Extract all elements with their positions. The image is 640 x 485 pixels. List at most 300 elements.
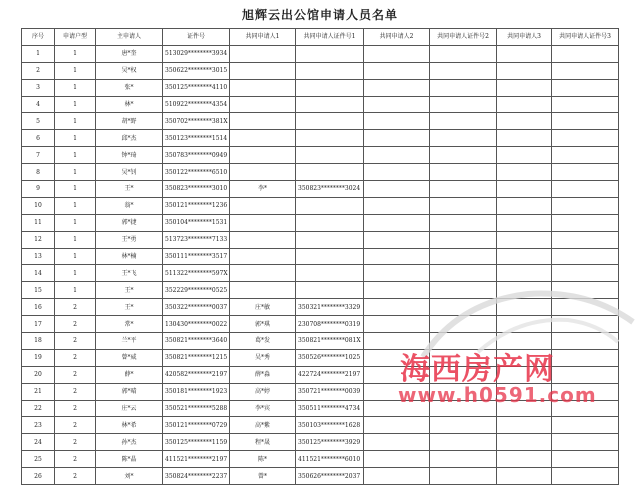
cell-co2-id [430, 248, 497, 265]
cell-co2-id [430, 299, 497, 316]
cell-co3 [497, 79, 552, 96]
cell-id: 130430********0022 [163, 316, 230, 333]
cell-type: 1 [55, 96, 96, 113]
cell-co3 [497, 62, 552, 79]
cell-co3-id [552, 468, 619, 485]
cell-co1 [230, 231, 296, 248]
cell-type: 1 [55, 231, 96, 248]
cell-co3 [497, 214, 552, 231]
cell-type: 1 [55, 265, 96, 282]
cell-id: 411521********2197 [163, 451, 230, 468]
cell-co3-id [552, 231, 619, 248]
cell-co1 [230, 130, 296, 147]
cell-co1-id: 350511********4734 [296, 400, 364, 417]
cell-type: 1 [55, 79, 96, 96]
cell-co2 [364, 248, 430, 265]
cell-co3 [497, 333, 552, 350]
cell-co1-id [296, 265, 364, 282]
cell-co1: 薛*淼 [230, 366, 296, 383]
cell-id: 350521********5288 [163, 400, 230, 417]
applicant-table [21, 28, 619, 485]
table-row [22, 333, 619, 350]
cell-name: 薛* [96, 366, 163, 383]
table-row [22, 434, 619, 451]
cell-type: 1 [55, 45, 96, 62]
cell-co1-id: 350821********081X [296, 333, 364, 350]
cell-co2-id [430, 113, 497, 130]
cell-id: 350622********3015 [163, 62, 230, 79]
cell-type: 1 [55, 248, 96, 265]
cell-id: 350125********1159 [163, 434, 230, 451]
cell-co2-id [430, 45, 497, 62]
cell-co3 [497, 164, 552, 181]
cell-co3 [497, 366, 552, 383]
table-row [22, 181, 619, 198]
cell-no: 11 [22, 214, 55, 231]
cell-type: 2 [55, 451, 96, 468]
cell-co1-id [296, 231, 364, 248]
cell-co3 [497, 130, 552, 147]
cell-co2-id [430, 451, 497, 468]
cell-co2 [364, 383, 430, 400]
table-row [22, 231, 619, 248]
cell-co2-id [430, 468, 497, 485]
cell-name: 王*飞 [96, 265, 163, 282]
cell-co3-id [552, 130, 619, 147]
cell-name: 郭*捷 [96, 214, 163, 231]
cell-id: 513723********7133 [163, 231, 230, 248]
cell-id: 420582********2197 [163, 366, 230, 383]
cell-no: 23 [22, 417, 55, 434]
cell-name: 常* [96, 316, 163, 333]
cell-type: 2 [55, 468, 96, 485]
table-row [22, 400, 619, 417]
table-row [22, 383, 619, 400]
cell-name: 吴*权 [96, 62, 163, 79]
cell-co2 [364, 96, 430, 113]
header-co3-id: 共同申请人证件号3 [552, 29, 619, 46]
cell-co1: 高*婷 [230, 383, 296, 400]
cell-name: 王*勇 [96, 231, 163, 248]
cell-co1 [230, 45, 296, 62]
watermark-text: 海西房产网 [400, 352, 555, 387]
cell-co1-id: 350125********3929 [296, 434, 364, 451]
cell-no: 16 [22, 299, 55, 316]
table-row [22, 214, 619, 231]
cell-co1: 郭*琪 [230, 316, 296, 333]
cell-id: 350322********0037 [163, 299, 230, 316]
cell-name: 胡*野 [96, 113, 163, 130]
cell-id: 350125********4110 [163, 79, 230, 96]
table-row [22, 366, 619, 383]
cell-co1-id [296, 147, 364, 164]
cell-co1-id: 350526********1025 [296, 349, 364, 366]
cell-co2-id [430, 164, 497, 181]
cell-co3 [497, 451, 552, 468]
cell-type: 2 [55, 366, 96, 383]
cell-co2 [364, 113, 430, 130]
cell-co2-id [430, 96, 497, 113]
cell-co1 [230, 113, 296, 130]
table-row [22, 316, 619, 333]
cell-co2 [364, 366, 430, 383]
cell-co1: 李* [230, 181, 296, 198]
cell-type: 1 [55, 282, 96, 299]
cell-co2-id [430, 231, 497, 248]
cell-co2 [364, 79, 430, 96]
cell-id: 350823********3010 [163, 181, 230, 198]
cell-id: 350123********1514 [163, 130, 230, 147]
cell-co3-id [552, 417, 619, 434]
table-row [22, 62, 619, 79]
cell-co2-id [430, 265, 497, 282]
cell-id: 350121********0729 [163, 417, 230, 434]
cell-no: 6 [22, 130, 55, 147]
cell-co3 [497, 349, 552, 366]
cell-no: 22 [22, 400, 55, 417]
cell-co1-id [296, 79, 364, 96]
cell-co3 [497, 248, 552, 265]
cell-co3-id [552, 214, 619, 231]
cell-co2 [364, 349, 430, 366]
cell-name: 王* [96, 181, 163, 198]
cell-no: 15 [22, 282, 55, 299]
cell-co3-id [552, 282, 619, 299]
cell-co2-id [430, 349, 497, 366]
cell-no: 18 [22, 333, 55, 350]
cell-co1-id [296, 96, 364, 113]
cell-co1-id [296, 62, 364, 79]
cell-co1: 高*紫 [230, 417, 296, 434]
cell-co3 [497, 265, 552, 282]
cell-type: 2 [55, 299, 96, 316]
cell-name: 钟*琦 [96, 147, 163, 164]
cell-co2-id [430, 366, 497, 383]
cell-co1 [230, 248, 296, 265]
cell-co3 [497, 96, 552, 113]
cell-name: 林* [96, 96, 163, 113]
cell-co3 [497, 231, 552, 248]
page-title: 旭辉云出公馆申请人员名单 [241, 8, 398, 22]
cell-co3-id [552, 113, 619, 130]
table-row [22, 282, 619, 299]
cell-co2 [364, 316, 430, 333]
cell-name: 庄*云 [96, 400, 163, 417]
cell-co2 [364, 62, 430, 79]
cell-co1-id [296, 214, 364, 231]
cell-type: 1 [55, 197, 96, 214]
cell-id: 510922********4354 [163, 96, 230, 113]
cell-co3 [497, 468, 552, 485]
cell-co1 [230, 265, 296, 282]
cell-co2 [364, 265, 430, 282]
cell-co2-id [430, 181, 497, 198]
cell-co2-id [430, 79, 497, 96]
table-row [22, 130, 619, 147]
cell-co3 [497, 383, 552, 400]
cell-co1 [230, 197, 296, 214]
cell-co1: 李*宾 [230, 400, 296, 417]
cell-co2 [364, 417, 430, 434]
cell-co3 [497, 113, 552, 130]
cell-id: 350783********0949 [163, 147, 230, 164]
cell-co1-id: 350103********1628 [296, 417, 364, 434]
cell-co2 [364, 299, 430, 316]
cell-co3-id [552, 197, 619, 214]
table-header-row [22, 29, 619, 46]
cell-co1-id: 350721********0039 [296, 383, 364, 400]
cell-id: 350121********1236 [163, 197, 230, 214]
cell-type: 1 [55, 181, 96, 198]
cell-id: 513029********3934 [163, 45, 230, 62]
cell-co3-id [552, 333, 619, 350]
cell-co3-id [552, 316, 619, 333]
cell-no: 2 [22, 62, 55, 79]
cell-co3 [497, 299, 552, 316]
cell-co3-id [552, 349, 619, 366]
cell-co2 [364, 181, 430, 198]
cell-id: 350821********3640 [163, 333, 230, 350]
cell-co1: 吴*秀 [230, 349, 296, 366]
cell-name: 林*楠 [96, 248, 163, 265]
cell-type: 1 [55, 214, 96, 231]
cell-co1-id: 422724********2197 [296, 366, 364, 383]
cell-co3-id [552, 79, 619, 96]
cell-type: 2 [55, 434, 96, 451]
cell-name: 兰*平 [96, 333, 163, 350]
cell-no: 5 [22, 113, 55, 130]
cell-co3-id [552, 164, 619, 181]
table-row [22, 147, 619, 164]
cell-co3-id [552, 181, 619, 198]
cell-name: 张* [96, 79, 163, 96]
cell-co1-id [296, 164, 364, 181]
cell-co3-id [552, 451, 619, 468]
header-co2: 共同申请人2 [364, 29, 430, 46]
cell-name: 王* [96, 299, 163, 316]
cell-co2 [364, 451, 430, 468]
cell-co1-id: 350823********3024 [296, 181, 364, 198]
cell-co2 [364, 400, 430, 417]
cell-co2 [364, 333, 430, 350]
cell-co2-id [430, 316, 497, 333]
cell-name: 王* [96, 282, 163, 299]
cell-co3-id [552, 265, 619, 282]
cell-co1-id: 411521********6010 [296, 451, 364, 468]
cell-no: 13 [22, 248, 55, 265]
cell-co3-id [552, 45, 619, 62]
cell-co2-id [430, 147, 497, 164]
cell-name: 唐*奎 [96, 45, 163, 62]
table-row [22, 79, 619, 96]
table-row [22, 248, 619, 265]
cell-co2-id [430, 333, 497, 350]
cell-co1-id: 230708********0319 [296, 316, 364, 333]
cell-co1: 曾* [230, 468, 296, 485]
table-row [22, 451, 619, 468]
cell-name: 刘* [96, 468, 163, 485]
cell-co2-id [430, 197, 497, 214]
cell-no: 3 [22, 79, 55, 96]
cell-co2 [364, 164, 430, 181]
cell-co3 [497, 316, 552, 333]
cell-co3-id [552, 62, 619, 79]
cell-co3 [497, 400, 552, 417]
table-row [22, 265, 619, 282]
cell-no: 17 [22, 316, 55, 333]
cell-co1: 程*晟 [230, 434, 296, 451]
cell-co1-id: 350321********3329 [296, 299, 364, 316]
header-co2-id: 共同申请人证件号2 [430, 29, 497, 46]
cell-id: 350821********1215 [163, 349, 230, 366]
cell-co3 [497, 434, 552, 451]
cell-type: 1 [55, 62, 96, 79]
cell-co1-id [296, 282, 364, 299]
header-type: 申请户型 [55, 29, 96, 46]
table-row [22, 45, 619, 62]
cell-name: 林*希 [96, 417, 163, 434]
cell-no: 1 [22, 45, 55, 62]
cell-id: 350702********381X [163, 113, 230, 130]
cell-co1-id [296, 45, 364, 62]
cell-co3-id [552, 147, 619, 164]
cell-co1: 陈* [230, 451, 296, 468]
cell-co3 [497, 147, 552, 164]
cell-co3-id [552, 248, 619, 265]
cell-no: 25 [22, 451, 55, 468]
cell-co2 [364, 434, 430, 451]
cell-id: 350111********3517 [163, 248, 230, 265]
cell-type: 1 [55, 113, 96, 130]
cell-type: 2 [55, 349, 96, 366]
cell-co2 [364, 214, 430, 231]
cell-co2 [364, 468, 430, 485]
cell-co1-id [296, 130, 364, 147]
cell-co2 [364, 45, 430, 62]
cell-co3 [497, 417, 552, 434]
table-row [22, 113, 619, 130]
cell-type: 2 [55, 417, 96, 434]
table-row [22, 299, 619, 316]
table-row [22, 468, 619, 485]
cell-co1 [230, 164, 296, 181]
header-id: 证件号 [163, 29, 230, 46]
cell-type: 1 [55, 164, 96, 181]
cell-co3-id [552, 366, 619, 383]
cell-id: 350181********1923 [163, 383, 230, 400]
cell-type: 2 [55, 316, 96, 333]
cell-no: 9 [22, 181, 55, 198]
header-no: 序号 [22, 29, 55, 46]
cell-name: 陈*晶 [96, 451, 163, 468]
cell-no: 19 [22, 349, 55, 366]
cell-co2-id [430, 417, 497, 434]
cell-co3-id [552, 383, 619, 400]
cell-id: 352229********0525 [163, 282, 230, 299]
cell-name: 郭*晴 [96, 383, 163, 400]
cell-co3-id [552, 400, 619, 417]
cell-name: 孙*杰 [96, 434, 163, 451]
cell-type: 2 [55, 400, 96, 417]
cell-co2 [364, 231, 430, 248]
cell-co1: 葛*发 [230, 333, 296, 350]
cell-co3-id [552, 299, 619, 316]
cell-co2-id [430, 282, 497, 299]
cell-no: 14 [22, 265, 55, 282]
cell-id: 350824********2237 [163, 468, 230, 485]
cell-no: 12 [22, 231, 55, 248]
cell-co1-id [296, 248, 364, 265]
cell-name: 曾*威 [96, 349, 163, 366]
cell-no: 21 [22, 383, 55, 400]
table-row [22, 197, 619, 214]
cell-id: 350122********6510 [163, 164, 230, 181]
cell-type: 2 [55, 383, 96, 400]
cell-co1-id: 350626********2037 [296, 468, 364, 485]
cell-co3 [497, 45, 552, 62]
cell-co1 [230, 62, 296, 79]
header-co1-id: 共同申请人证件号1 [296, 29, 364, 46]
cell-co1 [230, 96, 296, 113]
cell-no: 26 [22, 468, 55, 485]
cell-co1-id [296, 197, 364, 214]
header-co3: 共同申请人3 [497, 29, 552, 46]
cell-co2-id [430, 62, 497, 79]
table-row [22, 417, 619, 434]
cell-co2-id [430, 130, 497, 147]
cell-co3 [497, 197, 552, 214]
cell-co2 [364, 130, 430, 147]
cell-co3-id [552, 434, 619, 451]
cell-co3-id [552, 96, 619, 113]
cell-name: 吴*钊 [96, 164, 163, 181]
cell-co2-id [430, 400, 497, 417]
cell-co2 [364, 197, 430, 214]
cell-no: 8 [22, 164, 55, 181]
cell-no: 4 [22, 96, 55, 113]
cell-no: 10 [22, 197, 55, 214]
cell-co1 [230, 282, 296, 299]
cell-no: 24 [22, 434, 55, 451]
header-name: 主申请人 [96, 29, 163, 46]
cell-co2-id [430, 434, 497, 451]
table-row [22, 349, 619, 366]
watermark-url: www.h0591.com [398, 383, 597, 407]
cell-co1-id [296, 113, 364, 130]
cell-co1 [230, 79, 296, 96]
cell-type: 2 [55, 333, 96, 350]
cell-co1: 庄*敏 [230, 299, 296, 316]
cell-type: 1 [55, 147, 96, 164]
cell-co2 [364, 147, 430, 164]
cell-no: 7 [22, 147, 55, 164]
cell-co2-id [430, 214, 497, 231]
cell-no: 20 [22, 366, 55, 383]
cell-name: 翁* [96, 197, 163, 214]
cell-co1 [230, 147, 296, 164]
cell-co3 [497, 282, 552, 299]
cell-id: 511322********597X [163, 265, 230, 282]
cell-co2-id [430, 383, 497, 400]
cell-co2 [364, 282, 430, 299]
cell-co1 [230, 214, 296, 231]
cell-type: 1 [55, 130, 96, 147]
cell-co3 [497, 181, 552, 198]
table-row [22, 164, 619, 181]
cell-name: 邱*杰 [96, 130, 163, 147]
cell-id: 350104********1531 [163, 214, 230, 231]
table-row [22, 96, 619, 113]
